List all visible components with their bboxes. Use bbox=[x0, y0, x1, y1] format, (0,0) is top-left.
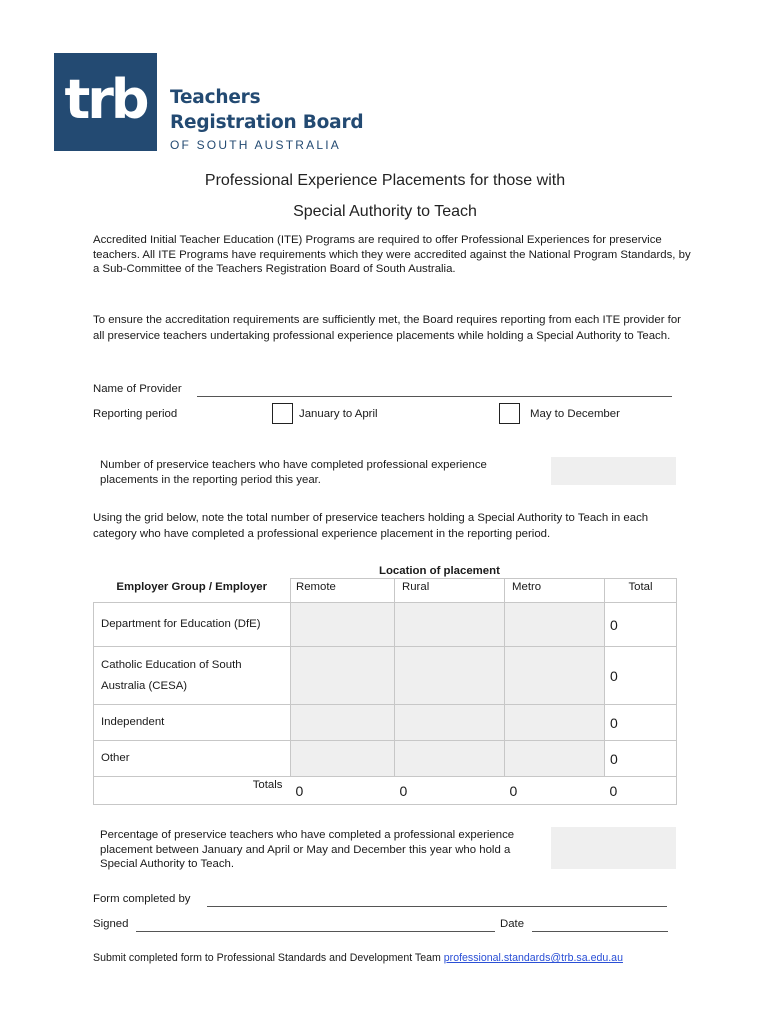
table-row bbox=[94, 647, 677, 705]
cell-independent-total: 0 bbox=[605, 705, 677, 741]
location-group-header: Location of placement bbox=[379, 565, 500, 577]
placement-grid bbox=[93, 578, 677, 805]
cell-other-total: 0 bbox=[605, 741, 677, 777]
col-total-header: Total bbox=[605, 579, 677, 603]
page-title-line1: Professional Experience Placements for those with bbox=[204, 172, 566, 189]
signed-line[interactable] bbox=[136, 931, 495, 932]
totals-row bbox=[94, 777, 677, 805]
footer bbox=[93, 952, 623, 964]
may-december-checkbox[interactable] bbox=[499, 403, 520, 424]
totals-remote: 0 bbox=[291, 777, 395, 805]
provider-input[interactable] bbox=[197, 380, 672, 395]
provider-line bbox=[197, 396, 672, 397]
percentage-input[interactable] bbox=[551, 827, 676, 869]
cell-dfe-remote[interactable] bbox=[291, 603, 395, 647]
cell-independent-metro[interactable] bbox=[505, 705, 605, 741]
cell-other-rural[interactable] bbox=[395, 741, 505, 777]
cell-dfe-metro[interactable] bbox=[505, 603, 605, 647]
count-input[interactable] bbox=[551, 457, 676, 485]
cell-independent-remote[interactable] bbox=[291, 705, 395, 741]
january-april-label: January to April bbox=[299, 408, 378, 420]
cell-cesa-total: 0 bbox=[605, 647, 677, 705]
cell-other-remote[interactable] bbox=[291, 741, 395, 777]
count-question: Number of preservice teachers who have completed professional experience placements in the reporting period this year. bbox=[100, 459, 487, 486]
percentage-question: Percentage of preservice teachers who have completed a professional experience placement between January and April or May and December this year who hold a Special Authority to Teach. bbox=[100, 829, 515, 870]
table-row bbox=[94, 741, 677, 777]
row-label-other: Other bbox=[94, 741, 291, 777]
row-label-cesa-line2: Australia (CESA) bbox=[101, 679, 188, 692]
cell-cesa-rural[interactable] bbox=[395, 647, 505, 705]
table-row bbox=[94, 705, 677, 741]
logo-mark: trb bbox=[64, 68, 147, 131]
cell-cesa-remote[interactable] bbox=[291, 647, 395, 705]
col-rural-header: Rural bbox=[395, 579, 505, 603]
row-label-cesa bbox=[94, 647, 291, 705]
completed-by-label: Form completed by bbox=[93, 893, 191, 905]
completed-by-line[interactable] bbox=[207, 906, 667, 907]
totals-label: Totals bbox=[94, 777, 291, 805]
row-label-independent: Independent bbox=[94, 705, 291, 741]
cell-dfe-rural[interactable] bbox=[395, 603, 505, 647]
logo-state: OF SOUTH AUSTRALIA bbox=[170, 138, 341, 152]
col-remote-header: Remote bbox=[291, 579, 395, 603]
reporting-period-label: Reporting period bbox=[93, 408, 178, 420]
signed-label: Signed bbox=[93, 918, 129, 930]
table-row bbox=[94, 603, 677, 647]
cell-independent-rural[interactable] bbox=[395, 705, 505, 741]
date-label: Date bbox=[500, 918, 525, 930]
provider-label: Name of Provider bbox=[93, 383, 182, 395]
grid-instructions: Using the grid below, note the total number of preservice teachers holding a Special Authority to Teach in each category who have completed a professional experience placement in the reporting period. bbox=[93, 512, 649, 540]
totals-total: 0 bbox=[605, 777, 677, 805]
cell-other-metro[interactable] bbox=[505, 741, 605, 777]
date-line[interactable] bbox=[532, 931, 668, 932]
email-link[interactable]: professional.standards@trb.sa.edu.au bbox=[443, 952, 623, 964]
row-label-cesa-line1: Catholic Education of South bbox=[101, 658, 242, 671]
logo-name-line1: Teachers bbox=[170, 87, 261, 108]
intro-paragraph-1: Accredited Initial Teacher Education (ITE) Programs are required to offer Professional Experiences for preservice teachers. All ITE Programs have requirements which they were accredited against the National Program Standards, by a Sub-Committee of the Teachers Registration Board of South Australia. bbox=[93, 234, 691, 275]
footer-text: Submit completed form to Professional Standards and Development Team bbox=[93, 952, 441, 964]
totals-metro: 0 bbox=[505, 777, 605, 805]
row-label-dfe: Department for Education (DfE) bbox=[94, 603, 291, 647]
page-title-line2: Special Authority to Teach bbox=[293, 203, 477, 220]
col-metro-header: Metro bbox=[505, 579, 605, 603]
logo-mark-box bbox=[54, 53, 157, 151]
totals-rural: 0 bbox=[395, 777, 505, 805]
january-april-checkbox[interactable] bbox=[272, 403, 293, 424]
logo-name-line2: Registration Board bbox=[170, 112, 364, 133]
grid-header-row bbox=[94, 579, 677, 603]
may-december-label: May to December bbox=[530, 408, 620, 420]
cell-dfe-total: 0 bbox=[605, 603, 677, 647]
col-employer-header: Employer Group / Employer bbox=[94, 579, 291, 603]
intro-paragraph-2: To ensure the accreditation requirements are sufficiently met, the Board requires reporting from each ITE provider for all preservice teachers undertaking professional experience placements while holding a Special Authority to Teach. bbox=[93, 314, 681, 342]
cell-cesa-metro[interactable] bbox=[505, 647, 605, 705]
